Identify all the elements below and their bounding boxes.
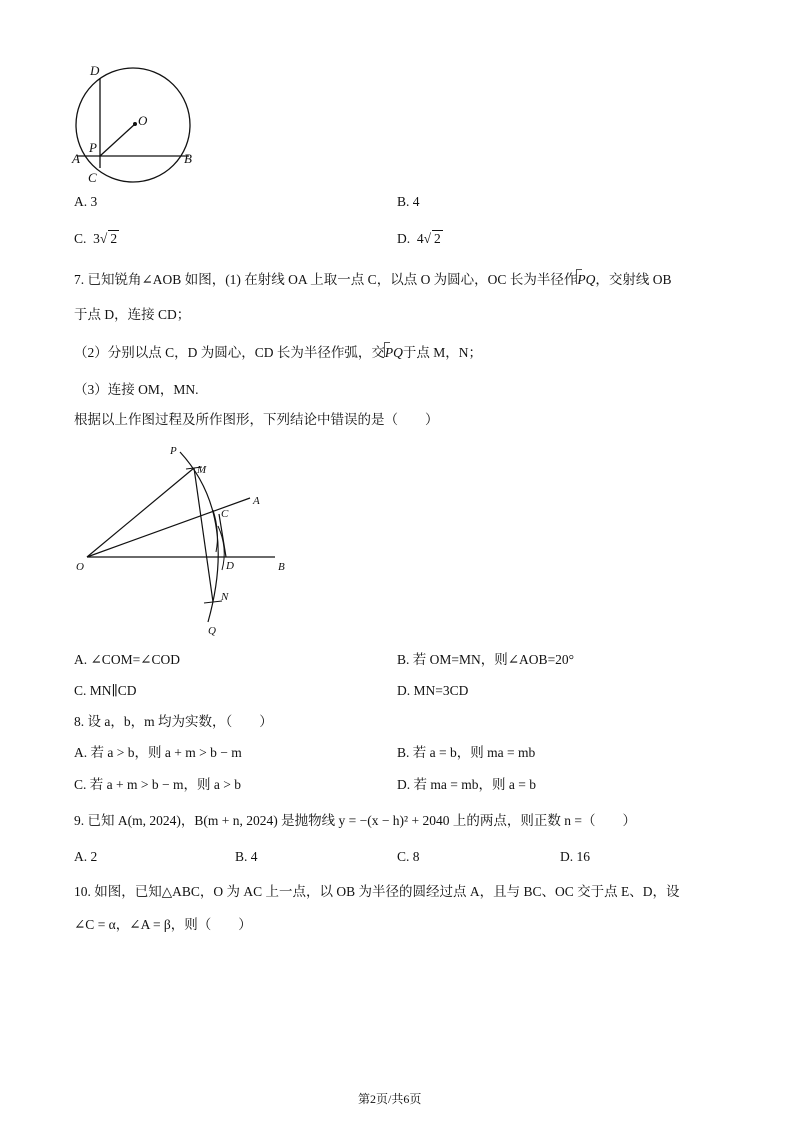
q8-option-a: A. 若 a > b，则 a + m > b − m	[74, 745, 242, 760]
q7-option-c: C. MN∥CD	[74, 683, 137, 698]
q6-option-d-prefix: D.	[397, 231, 411, 246]
q6-option-a: A. 3	[74, 194, 98, 209]
q9-stem: 9. 已知 A(m, 2024)，B(m + n, 2024) 是抛物线 y = −(x − h)² + 2040 上的两点，则正数 n =（ ）	[74, 813, 636, 828]
q7-line3-post: 于点 M，N；	[402, 345, 483, 360]
q7-stem-line4: （3）连接 OM，MN.	[74, 382, 199, 397]
q7-stem-line5: 根据以上作图过程及所作图形，下列结论中错误的是（ ）	[74, 412, 439, 427]
q6-option-b: B. 4	[397, 194, 420, 209]
q6-option-d-coef: 4	[416, 231, 424, 246]
q7-stem-line2: 于点 D，连接 CD；	[74, 307, 191, 322]
q7-line1-pre: 7. 已知锐角∠AOB 如图，(1) 在射线 OA 上取一点 C，以点 O 为圆心，OC 长为半径作	[74, 272, 578, 287]
q7-segment-mn	[194, 468, 213, 602]
q10-stem-line1: 10. 如图，已知△ABC，O 为 AC 上一点，以 OB 为半径的圆经过点 A，且与 BC、OC 交于点 E、D，设	[74, 884, 680, 899]
q8-stem: 8. 设 a，b，m 均为实数，（ ）	[74, 714, 273, 729]
q8-option-b: B. 若 a = b，则 ma = mb	[397, 745, 536, 760]
q6-segment-po	[100, 124, 135, 156]
q7-segment-om	[87, 468, 194, 557]
q6-label-p: P	[89, 140, 97, 155]
q6-option-d-root-icon: √	[423, 231, 432, 246]
q7-figure	[70, 440, 300, 640]
q6-option-c-coef: 3	[93, 231, 100, 246]
q7-label-a: A	[253, 495, 260, 507]
q6-option-c-root-icon: √	[99, 231, 108, 246]
q7-label-q: Q	[208, 625, 216, 637]
q8-option-d: D. 若 ma = mb，则 a = b	[397, 777, 536, 792]
q6-label-b: B	[184, 151, 192, 166]
q10-stem-line2: ∠C = α，∠A = β，则（ ）	[74, 917, 252, 932]
q6-center-dot	[133, 122, 137, 126]
q7-segment-cd	[219, 514, 226, 557]
q6-label-d: D	[90, 63, 100, 78]
q7-stem-line3	[74, 344, 482, 362]
q6-option-c	[74, 230, 119, 248]
q7-label-c: C	[221, 508, 229, 520]
q6-figure	[60, 55, 220, 190]
q7-line1-post: ，交射线 OB	[595, 272, 672, 287]
q6-label-o: O	[138, 113, 148, 128]
q6-option-c-prefix: C.	[74, 231, 87, 246]
q6-label-c: C	[88, 170, 97, 185]
q9-option-c: C. 8	[397, 849, 420, 864]
q7-label-p: P	[170, 445, 177, 457]
q7-label-o: O	[76, 561, 84, 573]
q7-arc-pq-2: PQ	[384, 345, 403, 360]
q7-option-d: D. MN=3CD	[397, 683, 469, 698]
q6-label-a: A	[72, 151, 80, 166]
q7-option-b: B. 若 OM=MN，则∠AOB=20°	[397, 652, 575, 667]
q7-option-a: A. ∠COM=∠COD	[74, 652, 180, 667]
q9-option-b: B. 4	[235, 849, 258, 864]
page-footer: 第2页/共6页	[358, 1092, 422, 1106]
q7-label-b: B	[278, 561, 285, 573]
q9-option-a: A. 2	[74, 849, 98, 864]
q7-arc-mark-d	[218, 526, 224, 570]
q7-label-d: D	[226, 560, 234, 572]
q7-arc-pq-1: PQ	[577, 272, 596, 287]
q9-option-d: D. 16	[560, 849, 590, 864]
q7-ray-oa	[87, 498, 250, 557]
q7-label-n: N	[221, 591, 229, 603]
q7-label-m: M	[197, 464, 207, 476]
q6-option-d	[397, 230, 443, 248]
q7-stem-line1	[74, 271, 671, 289]
q8-option-c: C. 若 a + m > b − m，则 a > b	[74, 777, 241, 792]
q6-option-c-radicand: 2	[110, 231, 118, 246]
q6-option-d-radicand: 2	[434, 231, 441, 246]
q7-line3-pre: （2）分别以点 C，D 为圆心，CD 长为半径作弧，交	[74, 345, 385, 360]
